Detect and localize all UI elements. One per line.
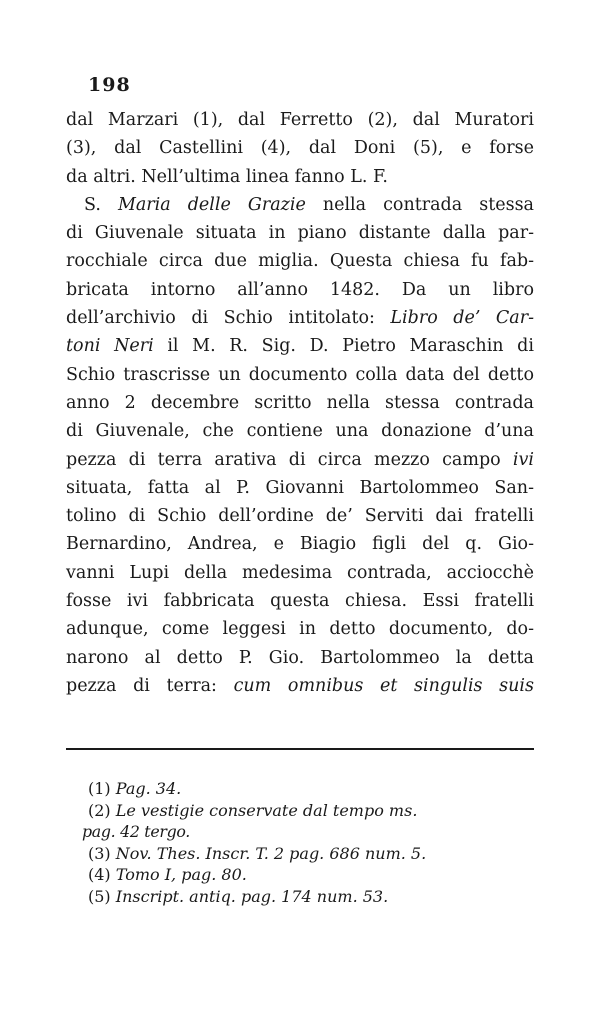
text-segment: Schio trascrisse un documento colla data del detto: [66, 364, 534, 385]
footnote-text: Pag. 34.: [115, 779, 182, 798]
text-line: [66, 304, 534, 332]
text-segment: il M. R. Sig. D. Pietro Maraschin di: [153, 336, 534, 357]
text-line: [66, 530, 534, 558]
page-number: 198: [88, 74, 131, 96]
text-segment: di Giuvenale, che contiene una donazione d’una: [66, 421, 534, 442]
footnote-number: (1): [88, 779, 111, 798]
text-line: [66, 191, 534, 219]
text-line: [66, 247, 534, 275]
text-line: [66, 106, 534, 134]
footnote-text: Inscript. antiq. pag. 174 num. 53.: [115, 886, 389, 906]
footnote: [88, 800, 534, 822]
footnotes: [82, 778, 534, 908]
text-line: [66, 474, 534, 502]
text-segment: tolino di Schio dell’ordine de’ Serviti dai fratelli: [66, 506, 534, 527]
text-line: [66, 389, 534, 417]
text-segment: pezza di terra arativa di circa mezzo campo: [66, 449, 513, 470]
footnote-number: (4): [88, 865, 111, 885]
footnote-text: Nov. Thes. Inscr. T. 2 pag. 686 num. 5.: [115, 843, 427, 863]
italic-text: Maria delle Grazie: [117, 194, 306, 215]
body-text: [66, 106, 534, 700]
text-line: [66, 559, 534, 587]
text-segment: adunque, come leggesi in detto documento, do-: [66, 619, 534, 640]
footnote: [88, 843, 534, 865]
text-line: [66, 672, 534, 700]
text-line: [66, 644, 534, 672]
footnote-text: Tomo I, pag. 80.: [115, 865, 247, 885]
italic-text: cum omnibus et singulis suis: [233, 675, 534, 696]
text-segment: narono al detto P. Gio. Bartolommeo la detta: [66, 647, 534, 668]
italic-text: ivi: [512, 449, 534, 470]
footnote-number: (5): [88, 886, 111, 906]
footnote-number: (2): [88, 800, 111, 820]
text-line: [66, 219, 534, 247]
text-segment: dal Marzari (1), dal Ferretto (2), dal Muratori: [66, 110, 534, 130]
text-segment: da altri. Nell’ultima linea fanno L. F.: [66, 166, 388, 187]
text-segment: dell’archivio di Schio intitolato:: [66, 308, 391, 329]
text-line: [66, 446, 534, 474]
italic-text: toni Neri: [66, 336, 154, 357]
italic-text: Libro de’ Car-: [390, 308, 534, 329]
text-segment: (3), dal Castellini (4), dal Doni (5), e forse: [66, 138, 534, 159]
text-line: [66, 502, 534, 530]
footnote-number: (3): [88, 843, 111, 863]
text-line: [66, 615, 534, 643]
text-line: [66, 276, 534, 304]
footnote-text: pag. 42 tergo.: [82, 822, 190, 842]
footnote: [82, 821, 534, 843]
text-line: [66, 163, 534, 191]
text-line: [66, 134, 534, 162]
footnote-text: Le vestigie conservate dal tempo ms.: [115, 800, 418, 820]
text-segment: bricata intorno all’anno 1482. Da un libro: [66, 279, 534, 300]
text-segment: situata, fatta al P. Giovanni Bartolommeo San-: [66, 477, 534, 498]
text-segment: vanni Lupi della medesima contrada, acciocchè: [66, 562, 534, 583]
text-segment: anno 2 decembre scritto nella stessa contrada: [66, 392, 534, 413]
footnote: [88, 886, 534, 908]
text-segment: di Giuvenale situata in piano distante dalla par-: [66, 223, 534, 244]
footnote: [88, 864, 534, 886]
text-segment: nella contrada stessa: [305, 194, 534, 215]
text-line: [66, 417, 534, 445]
text-segment: rocchiale circa due miglia. Questa chiesa fu fab-: [66, 251, 534, 272]
text-line: [66, 361, 534, 389]
footnote: [88, 778, 534, 800]
text-segment: Bernardino, Andrea, e Biagio figli del q. Gio-: [66, 534, 534, 555]
text-segment: S.: [84, 194, 118, 215]
text-line: [66, 587, 534, 615]
text-line: [66, 332, 534, 360]
text-segment: pezza di terra:: [66, 675, 234, 696]
footnote-rule: [66, 748, 534, 750]
text-segment: fosse ivi fabbricata questa chiesa. Essi fratelli: [66, 591, 534, 612]
